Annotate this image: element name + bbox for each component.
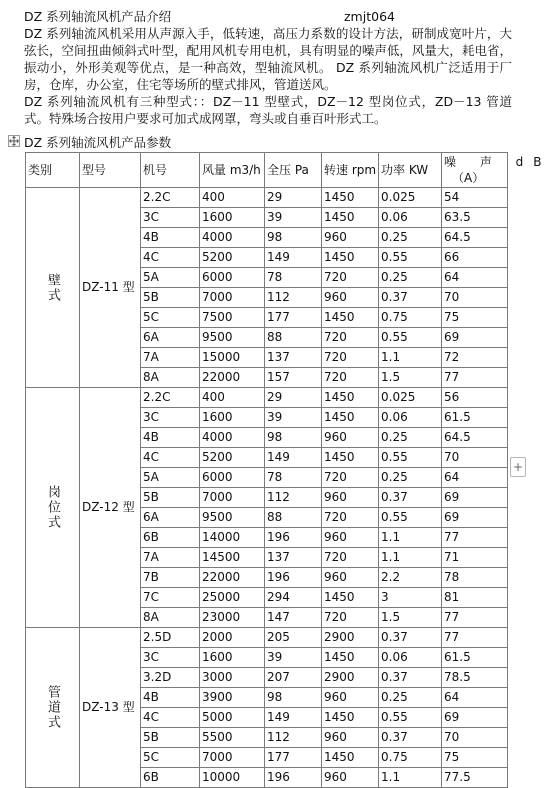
- airflow-cell: 5200: [200, 448, 265, 468]
- noise-cell: 69: [442, 508, 508, 528]
- speed-cell: 1450: [322, 648, 379, 668]
- airflow-cell: 22000: [200, 368, 265, 388]
- pressure-cell: 149: [265, 248, 322, 268]
- speed-cell: 1450: [322, 308, 379, 328]
- machine-cell: 7B: [141, 568, 200, 588]
- power-cell: 0.25: [379, 468, 442, 488]
- power-cell: 0.25: [379, 688, 442, 708]
- noise-cell: 63.5: [442, 208, 508, 228]
- airflow-cell: 4000: [200, 228, 265, 248]
- power-cell: 3: [379, 588, 442, 608]
- airflow-cell: 1600: [200, 408, 265, 428]
- machine-cell: 4B: [141, 228, 200, 248]
- airflow-cell: 3000: [200, 668, 265, 688]
- table-row: [26, 388, 508, 408]
- speed-cell: 720: [322, 548, 379, 568]
- header-machine: 机号: [141, 153, 200, 188]
- airflow-cell: 25000: [200, 588, 265, 608]
- power-cell: 0.25: [379, 268, 442, 288]
- speed-cell: 960: [322, 688, 379, 708]
- pressure-cell: 29: [265, 188, 322, 208]
- speed-cell: 1450: [322, 708, 379, 728]
- power-cell: 0.025: [379, 388, 442, 408]
- power-cell: 0.06: [379, 648, 442, 668]
- pressure-cell: 98: [265, 688, 322, 708]
- machine-cell: 4B: [141, 688, 200, 708]
- noise-cell: 77.5: [442, 768, 508, 788]
- machine-cell: 3C: [141, 408, 200, 428]
- airflow-cell: 5500: [200, 728, 265, 748]
- airflow-cell: 6000: [200, 468, 265, 488]
- spec-table: [25, 152, 551, 788]
- speed-cell: 960: [322, 428, 379, 448]
- machine-cell: 8A: [141, 608, 200, 628]
- power-cell: 0.37: [379, 668, 442, 688]
- speed-cell: 960: [322, 568, 379, 588]
- power-cell: 0.55: [379, 248, 442, 268]
- airflow-cell: 400: [200, 188, 265, 208]
- noise-cell: 75: [442, 748, 508, 768]
- machine-cell: 5C: [141, 308, 200, 328]
- category-cell: 岗位式: [26, 388, 80, 628]
- power-cell: 0.37: [379, 288, 442, 308]
- power-cell: 0.25: [379, 228, 442, 248]
- power-cell: 1.1: [379, 348, 442, 368]
- noise-cell: 78: [442, 568, 508, 588]
- noise-cell: 81: [442, 588, 508, 608]
- machine-cell: 6B: [141, 768, 200, 788]
- machine-cell: 4C: [141, 448, 200, 468]
- noise-cell: 61.5: [442, 408, 508, 428]
- speed-cell: 960: [322, 768, 379, 788]
- machine-cell: 5B: [141, 288, 200, 308]
- speed-cell: 720: [322, 348, 379, 368]
- pressure-cell: 196: [265, 568, 322, 588]
- power-cell: 0.55: [379, 508, 442, 528]
- pressure-cell: 177: [265, 748, 322, 768]
- machine-cell: 5B: [141, 728, 200, 748]
- machine-cell: 8A: [141, 368, 200, 388]
- table-caption: DZ 系列轴流风机产品参数: [24, 135, 172, 150]
- airflow-cell: 7000: [200, 748, 265, 768]
- airflow-cell: 9500: [200, 328, 265, 348]
- speed-cell: 960: [322, 728, 379, 748]
- pressure-cell: 112: [265, 488, 322, 508]
- table-move-handle-icon[interactable]: [8, 135, 20, 147]
- noise-cell: 75: [442, 308, 508, 328]
- table-row: [26, 188, 508, 208]
- speed-cell: 1450: [322, 188, 379, 208]
- machine-cell: 5A: [141, 468, 200, 488]
- noise-cell: 70: [442, 448, 508, 468]
- types-paragraph: DZ 系列轴流风机有三种型式：：DZ－11 型壁式，DZ－12 型岗位式，ZD－13 管道式。特殊场合按用户要求可加式成网罩，弯头或自垂百叶形式工。: [24, 94, 512, 126]
- speed-cell: 720: [322, 368, 379, 388]
- noise-cell: 64: [442, 268, 508, 288]
- noise-cell: 77: [442, 608, 508, 628]
- machine-cell: 3C: [141, 208, 200, 228]
- title-row: [24, 8, 512, 25]
- header-noise-label: 噪 声 dB: [444, 155, 551, 169]
- pressure-cell: 88: [265, 508, 322, 528]
- power-cell: 2.2: [379, 568, 442, 588]
- pressure-cell: 78: [265, 268, 322, 288]
- pressure-cell: 29: [265, 388, 322, 408]
- machine-cell: 4C: [141, 248, 200, 268]
- pressure-cell: 207: [265, 668, 322, 688]
- speed-cell: 720: [322, 328, 379, 348]
- pressure-cell: 39: [265, 408, 322, 428]
- machine-cell: 2.2C: [141, 388, 200, 408]
- power-cell: 0.06: [379, 208, 442, 228]
- machine-cell: 5B: [141, 488, 200, 508]
- pressure-cell: 205: [265, 628, 322, 648]
- machine-cell: 4B: [141, 428, 200, 448]
- power-cell: 0.025: [379, 188, 442, 208]
- power-cell: 1.5: [379, 368, 442, 388]
- speed-cell: 960: [322, 228, 379, 248]
- machine-cell: 7C: [141, 588, 200, 608]
- speed-cell: 1450: [322, 248, 379, 268]
- machine-cell: 6A: [141, 508, 200, 528]
- airflow-cell: 9500: [200, 508, 265, 528]
- speed-cell: 2900: [322, 668, 379, 688]
- airflow-cell: 3900: [200, 688, 265, 708]
- machine-cell: 6B: [141, 528, 200, 548]
- pressure-cell: 137: [265, 548, 322, 568]
- speed-cell: 1450: [322, 588, 379, 608]
- noise-cell: 64.5: [442, 428, 508, 448]
- noise-cell: 54: [442, 188, 508, 208]
- noise-cell: 71: [442, 548, 508, 568]
- airflow-cell: 22000: [200, 568, 265, 588]
- speed-cell: 2900: [322, 628, 379, 648]
- noise-cell: 64: [442, 468, 508, 488]
- power-cell: 0.75: [379, 308, 442, 328]
- pressure-cell: 196: [265, 528, 322, 548]
- model-cell: DZ-13 型: [80, 628, 141, 788]
- airflow-cell: 5000: [200, 708, 265, 728]
- model-cell: DZ-12 型: [80, 388, 141, 628]
- speed-cell: 960: [322, 528, 379, 548]
- machine-cell: 5C: [141, 748, 200, 768]
- airflow-cell: 10000: [200, 768, 265, 788]
- airflow-cell: 7500: [200, 308, 265, 328]
- airflow-cell: 1600: [200, 208, 265, 228]
- document-body: [24, 8, 512, 127]
- pressure-cell: 137: [265, 348, 322, 368]
- pressure-cell: 39: [265, 648, 322, 668]
- noise-cell: 56: [442, 388, 508, 408]
- table-body: [26, 188, 508, 788]
- power-cell: 0.37: [379, 728, 442, 748]
- machine-cell: 3.2D: [141, 668, 200, 688]
- speed-cell: 720: [322, 608, 379, 628]
- speed-cell: 1450: [322, 208, 379, 228]
- airflow-cell: 7000: [200, 488, 265, 508]
- power-cell: 1.1: [379, 768, 442, 788]
- model-cell: DZ-11 型: [80, 188, 141, 388]
- noise-cell: 70: [442, 288, 508, 308]
- category-cell: 管道式: [26, 628, 80, 788]
- pressure-cell: 196: [265, 768, 322, 788]
- pressure-cell: 78: [265, 468, 322, 488]
- noise-cell: 61.5: [442, 648, 508, 668]
- noise-cell: 64.5: [442, 228, 508, 248]
- noise-cell: 77: [442, 368, 508, 388]
- pressure-cell: 98: [265, 228, 322, 248]
- airflow-cell: 14000: [200, 528, 265, 548]
- pressure-cell: 98: [265, 428, 322, 448]
- power-cell: 0.25: [379, 428, 442, 448]
- airflow-cell: 15000: [200, 348, 265, 368]
- airflow-cell: 23000: [200, 608, 265, 628]
- noise-cell: 77: [442, 528, 508, 548]
- machine-cell: 7A: [141, 548, 200, 568]
- noise-cell: 64: [442, 688, 508, 708]
- airflow-cell: 14500: [200, 548, 265, 568]
- header-model: 型号: [80, 153, 141, 188]
- header-category: 类别: [26, 153, 80, 188]
- noise-cell: 69: [442, 708, 508, 728]
- speed-cell: 960: [322, 488, 379, 508]
- category-cell: 壁式: [26, 188, 80, 388]
- table-header-row: [26, 153, 508, 188]
- airflow-cell: 4000: [200, 428, 265, 448]
- pressure-cell: 157: [265, 368, 322, 388]
- header-pressure: 全压 Pa: [265, 153, 322, 188]
- airflow-cell: 7000: [200, 288, 265, 308]
- speed-cell: 720: [322, 468, 379, 488]
- power-cell: 0.55: [379, 708, 442, 728]
- speed-cell: 1450: [322, 408, 379, 428]
- machine-cell: 2.5D: [141, 628, 200, 648]
- noise-cell: 66: [442, 248, 508, 268]
- power-cell: 0.55: [379, 328, 442, 348]
- noise-cell: 78.5: [442, 668, 508, 688]
- header-airflow: 风量 m3/h: [200, 153, 265, 188]
- power-cell: 0.75: [379, 748, 442, 768]
- power-cell: 0.06: [379, 408, 442, 428]
- power-cell: 1.1: [379, 528, 442, 548]
- pressure-cell: 149: [265, 708, 322, 728]
- table-row: [26, 628, 508, 648]
- pressure-cell: 294: [265, 588, 322, 608]
- machine-cell: 4C: [141, 708, 200, 728]
- doc-code: zmjt064: [344, 9, 395, 24]
- pressure-cell: 88: [265, 328, 322, 348]
- add-column-button[interactable]: +: [510, 457, 526, 477]
- pressure-cell: 177: [265, 308, 322, 328]
- intro-paragraph: DZ 系列轴流风机采用从声源入手，低转速，高压力系数的设计方法，研制成宽叶片，大弦长，空间扭曲倾斜式叶型，配用风机专用电机，具有明显的噪声低，风量大，耗电省，振动小，外形美观等优点，是一种高效，型轴流风机。 DZ 系列轴流风机广泛适用于厂房，仓库，办公室，住宅等场所的壁式排风，管道送风。: [24, 26, 512, 92]
- header-power: 功率 KW: [379, 153, 442, 188]
- pressure-cell: 112: [265, 728, 322, 748]
- machine-cell: 2.2C: [141, 188, 200, 208]
- header-noise-unit: （A）: [452, 171, 485, 185]
- machine-cell: 5A: [141, 268, 200, 288]
- power-cell: 1.1: [379, 548, 442, 568]
- power-cell: 0.37: [379, 628, 442, 648]
- noise-cell: 72: [442, 348, 508, 368]
- pressure-cell: 112: [265, 288, 322, 308]
- speed-cell: 1450: [322, 748, 379, 768]
- power-cell: 1.5: [379, 608, 442, 628]
- noise-cell: 77: [442, 628, 508, 648]
- noise-cell: 69: [442, 328, 508, 348]
- speed-cell: 720: [322, 508, 379, 528]
- power-cell: 0.37: [379, 488, 442, 508]
- machine-cell: 6A: [141, 328, 200, 348]
- pressure-cell: 147: [265, 608, 322, 628]
- speed-cell: 960: [322, 288, 379, 308]
- airflow-cell: 5200: [200, 248, 265, 268]
- speed-cell: 720: [322, 268, 379, 288]
- header-noise: [442, 153, 551, 188]
- speed-cell: 1450: [322, 388, 379, 408]
- machine-cell: 7A: [141, 348, 200, 368]
- machine-cell: 3C: [141, 648, 200, 668]
- power-cell: 0.55: [379, 448, 442, 468]
- speed-cell: 1450: [322, 448, 379, 468]
- airflow-cell: 400: [200, 388, 265, 408]
- pressure-cell: 149: [265, 448, 322, 468]
- pressure-cell: 39: [265, 208, 322, 228]
- airflow-cell: 6000: [200, 268, 265, 288]
- airflow-cell: 2000: [200, 628, 265, 648]
- doc-title: DZ 系列轴流风机产品介绍: [24, 9, 172, 24]
- noise-cell: 70: [442, 728, 508, 748]
- airflow-cell: 1600: [200, 648, 265, 668]
- noise-cell: 69: [442, 488, 508, 508]
- header-speed: 转速 rpm: [322, 153, 379, 188]
